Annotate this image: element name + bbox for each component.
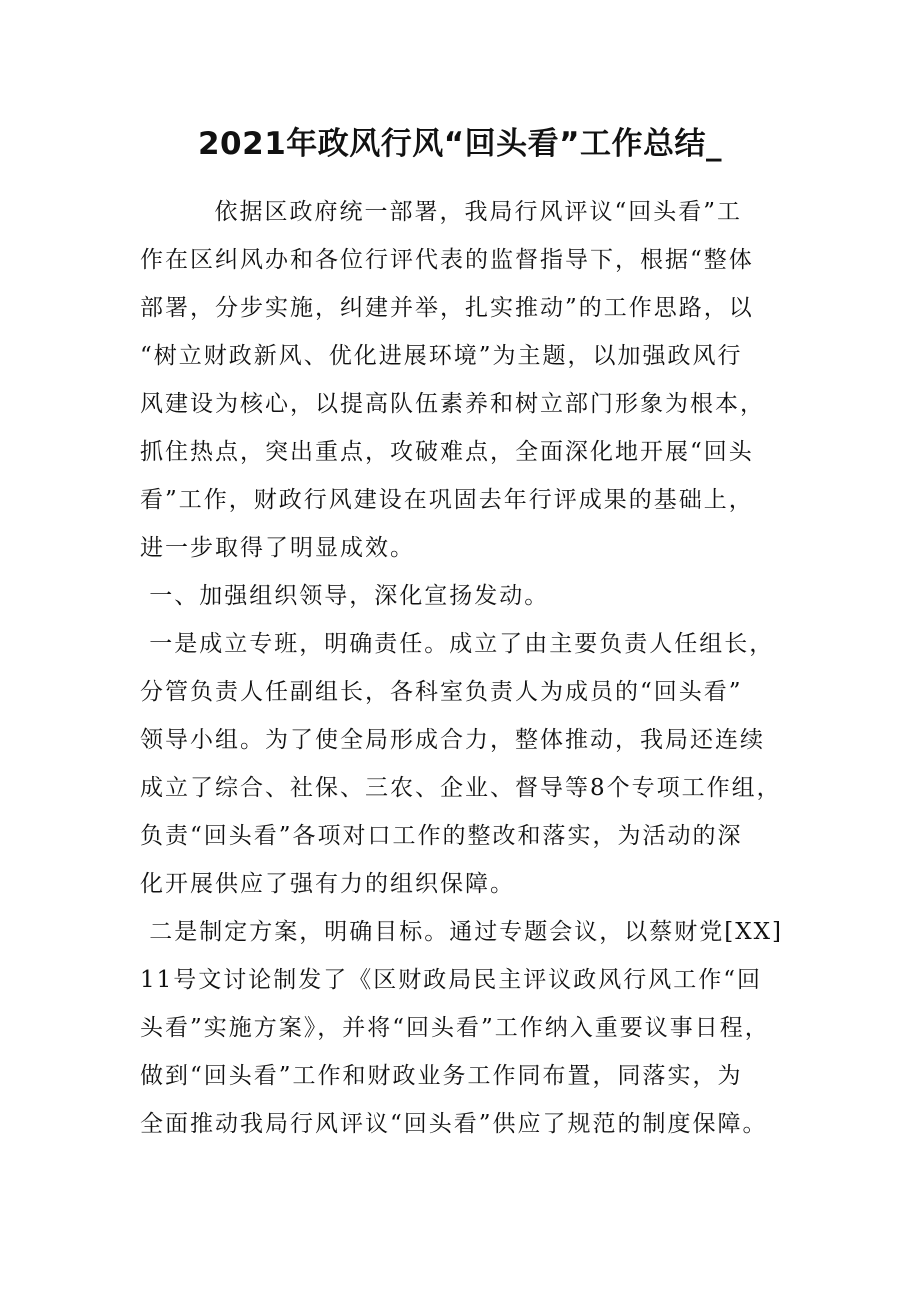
body-line: 做到“回头看”工作和财政业务工作同布置，同落实，为 — [140, 1063, 743, 1089]
body-line: 化开展供应了强有力的组织保障。 — [140, 871, 515, 897]
body-line: 负责“回头看”各项对口工作的整改和落实，为活动的深 — [140, 823, 743, 849]
body-line: 看”工作，财政行风建设在巩固去年行评成果的基础上， — [140, 487, 754, 513]
body-line: 成立了综合、社保、三农、企业、督导等8个专项工作组， — [140, 775, 782, 801]
body-line: 作在区纠风办和各位行评代表的监督指导下，根据“整体 — [140, 247, 754, 273]
body-line: 一是成立专班，明确责任。成立了由主要负责人任组长， — [140, 631, 775, 657]
section-heading: 一、加强组织领导，深化宣扬发动。 — [140, 583, 550, 609]
body-line: 二是制定方案，明确目标。通过专题会议，以蔡财党[XX] — [140, 919, 784, 945]
body-line: 分管负责人任副组长，各科室负责人为成员的“回头看” — [140, 679, 743, 705]
body-line: “树立财政新风、优化进展环境”为主题，以加强政风行 — [140, 343, 743, 369]
body-line: 头看”实施方案》，并将“回头看”工作纳入重要议事日程， — [140, 1015, 770, 1041]
body-line: 风建设为核心，以提高队伍素养和树立部门形象为根本， — [140, 391, 765, 417]
body-line: 依据区政府统一部署，我局行风评议“回头看”工 — [140, 199, 743, 225]
body-line: 领导小组。为了使全局形成合力，整体推动，我局还连续 — [140, 727, 765, 753]
body-line: 进一步取得了明显成效。 — [140, 535, 415, 561]
body-line: 全面推动我局行风评议“回头看”供应了规范的制度保障。 — [140, 1111, 768, 1137]
document-title: 2021年政风行风“回头看”工作总结_ — [197, 126, 723, 162]
body-line: 部署，分步实施，纠建并举，扎实推动”的工作思路，以 — [140, 295, 754, 321]
body-line: 抓住热点，突出重点，攻破难点，全面深化地开展“回头 — [140, 439, 754, 465]
body-line: 11号文讨论制发了《区财政局民主评议政风行风工作“回 — [140, 967, 763, 993]
